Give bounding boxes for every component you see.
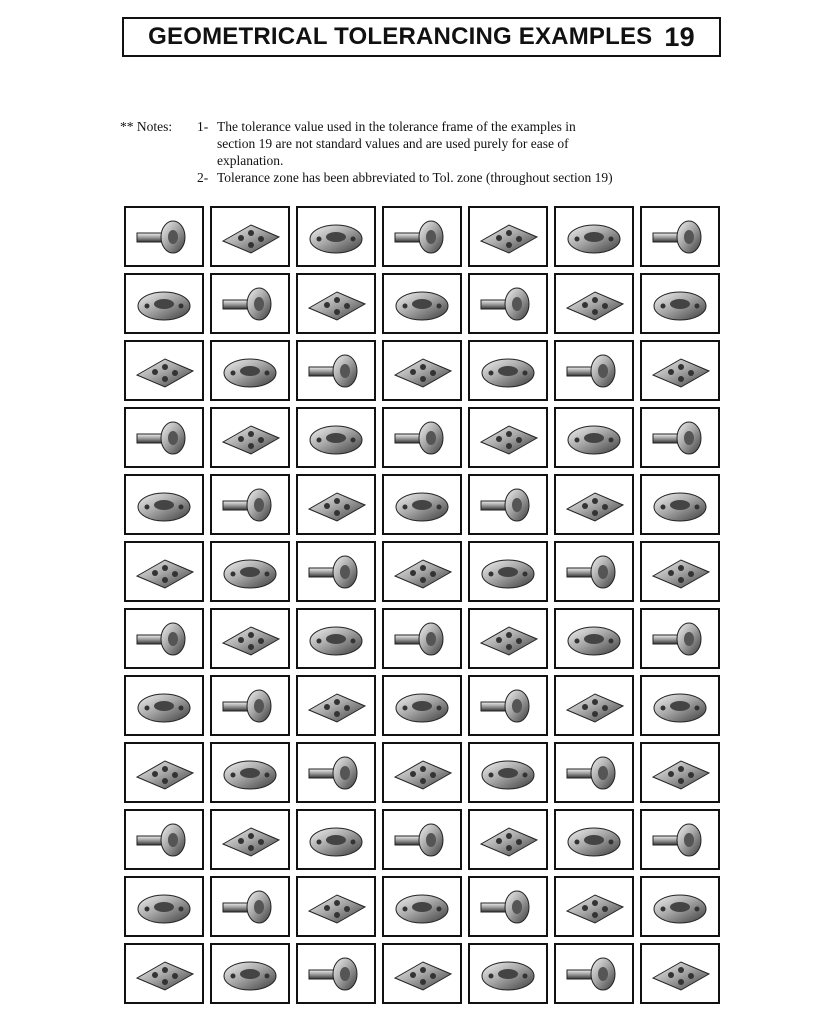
- example-thumbnail: [468, 541, 548, 602]
- example-thumbnail: [124, 876, 204, 937]
- machine-part-illustration: [129, 278, 199, 330]
- machine-part-illustration: [559, 747, 629, 799]
- machine-part-illustration: [129, 948, 199, 1000]
- machine-part-illustration: [387, 613, 457, 665]
- example-thumbnail: [210, 809, 290, 870]
- example-thumbnail: [210, 273, 290, 334]
- example-thumbnail: [640, 608, 720, 669]
- example-thumbnail: [554, 943, 634, 1004]
- example-thumbnail: [124, 742, 204, 803]
- example-thumbnail: [296, 206, 376, 267]
- machine-part-illustration: [559, 814, 629, 866]
- machine-part-illustration: [129, 680, 199, 732]
- machine-part-illustration: [645, 546, 715, 598]
- examples-thumbnail-grid: [124, 206, 724, 1004]
- machine-part-illustration: [301, 680, 371, 732]
- machine-part-illustration: [645, 479, 715, 531]
- example-thumbnail: [640, 675, 720, 736]
- example-thumbnail: [382, 675, 462, 736]
- machine-part-illustration: [559, 613, 629, 665]
- example-thumbnail: [640, 943, 720, 1004]
- note-1-line-3: explanation.: [217, 153, 284, 168]
- machine-part-illustration: [645, 345, 715, 397]
- example-thumbnail: [468, 742, 548, 803]
- machine-part-illustration: [559, 345, 629, 397]
- machine-part-illustration: [387, 546, 457, 598]
- machine-part-illustration: [559, 680, 629, 732]
- machine-part-illustration: [215, 680, 285, 732]
- notes-prefix: ** Notes:: [120, 119, 173, 134]
- machine-part-illustration: [645, 948, 715, 1000]
- machine-part-illustration: [387, 345, 457, 397]
- machine-part-illustration: [473, 479, 543, 531]
- example-thumbnail: [554, 675, 634, 736]
- machine-part-illustration: [387, 680, 457, 732]
- machine-part-illustration: [387, 211, 457, 263]
- example-thumbnail: [382, 340, 462, 401]
- machine-part-illustration: [215, 546, 285, 598]
- example-thumbnail: [468, 809, 548, 870]
- example-thumbnail: [382, 206, 462, 267]
- machine-part-illustration: [301, 278, 371, 330]
- example-thumbnail: [296, 876, 376, 937]
- example-thumbnail: [296, 675, 376, 736]
- machine-part-illustration: [473, 546, 543, 598]
- machine-part-illustration: [215, 412, 285, 464]
- note-1-line-1: The tolerance value used in the tolerance frame of the examples in: [217, 119, 576, 134]
- machine-part-illustration: [215, 345, 285, 397]
- machine-part-illustration: [215, 278, 285, 330]
- example-thumbnail: [124, 474, 204, 535]
- machine-part-illustration: [129, 613, 199, 665]
- example-thumbnail: [210, 474, 290, 535]
- example-thumbnail: [124, 407, 204, 468]
- machine-part-illustration: [559, 412, 629, 464]
- note-index-1: 1-: [197, 119, 209, 134]
- machine-part-illustration: [559, 278, 629, 330]
- example-thumbnail: [468, 675, 548, 736]
- example-thumbnail: [382, 541, 462, 602]
- example-thumbnail: [640, 340, 720, 401]
- machine-part-illustration: [645, 412, 715, 464]
- machine-part-illustration: [645, 278, 715, 330]
- machine-part-illustration: [473, 948, 543, 1000]
- machine-part-illustration: [559, 881, 629, 933]
- example-thumbnail: [382, 407, 462, 468]
- machine-part-illustration: [645, 211, 715, 263]
- example-thumbnail: [554, 340, 634, 401]
- notes-block: [120, 118, 740, 186]
- example-thumbnail: [210, 876, 290, 937]
- example-thumbnail: [296, 273, 376, 334]
- example-thumbnail: [554, 608, 634, 669]
- example-thumbnail: [468, 608, 548, 669]
- example-thumbnail: [124, 206, 204, 267]
- example-thumbnail: [124, 943, 204, 1004]
- example-thumbnail: [210, 206, 290, 267]
- machine-part-illustration: [129, 814, 199, 866]
- machine-part-illustration: [559, 479, 629, 531]
- example-thumbnail: [554, 407, 634, 468]
- example-thumbnail: [382, 876, 462, 937]
- example-thumbnail: [124, 541, 204, 602]
- example-thumbnail: [124, 675, 204, 736]
- example-thumbnail: [124, 273, 204, 334]
- example-thumbnail: [124, 340, 204, 401]
- machine-part-illustration: [129, 881, 199, 933]
- page-title-box: [122, 17, 721, 57]
- machine-part-illustration: [559, 546, 629, 598]
- machine-part-illustration: [473, 345, 543, 397]
- machine-part-illustration: [215, 613, 285, 665]
- example-thumbnail: [124, 809, 204, 870]
- machine-part-illustration: [473, 412, 543, 464]
- machine-part-illustration: [645, 747, 715, 799]
- example-thumbnail: [468, 474, 548, 535]
- example-thumbnail: [554, 541, 634, 602]
- machine-part-illustration: [301, 948, 371, 1000]
- machine-part-illustration: [645, 613, 715, 665]
- machine-part-illustration: [129, 479, 199, 531]
- machine-part-illustration: [473, 814, 543, 866]
- machine-part-illustration: [559, 211, 629, 263]
- machine-part-illustration: [301, 211, 371, 263]
- example-thumbnail: [296, 742, 376, 803]
- machine-part-illustration: [645, 881, 715, 933]
- machine-part-illustration: [473, 680, 543, 732]
- machine-part-illustration: [301, 814, 371, 866]
- example-thumbnail: [468, 407, 548, 468]
- example-thumbnail: [210, 943, 290, 1004]
- machine-part-illustration: [645, 680, 715, 732]
- example-thumbnail: [640, 407, 720, 468]
- machine-part-illustration: [215, 211, 285, 263]
- example-thumbnail: [296, 340, 376, 401]
- machine-part-illustration: [215, 948, 285, 1000]
- machine-part-illustration: [387, 278, 457, 330]
- machine-part-illustration: [129, 345, 199, 397]
- machine-part-illustration: [559, 948, 629, 1000]
- example-thumbnail: [296, 407, 376, 468]
- machine-part-illustration: [301, 747, 371, 799]
- example-thumbnail: [382, 273, 462, 334]
- machine-part-illustration: [645, 814, 715, 866]
- machine-part-illustration: [129, 546, 199, 598]
- machine-part-illustration: [473, 278, 543, 330]
- machine-part-illustration: [473, 613, 543, 665]
- example-thumbnail: [640, 474, 720, 535]
- example-thumbnail: [124, 608, 204, 669]
- example-thumbnail: [210, 541, 290, 602]
- machine-part-illustration: [473, 747, 543, 799]
- machine-part-illustration: [387, 412, 457, 464]
- example-thumbnail: [296, 608, 376, 669]
- example-thumbnail: [554, 809, 634, 870]
- example-thumbnail: [468, 876, 548, 937]
- example-thumbnail: [210, 340, 290, 401]
- example-thumbnail: [640, 541, 720, 602]
- machine-part-illustration: [387, 479, 457, 531]
- machine-part-illustration: [301, 479, 371, 531]
- machine-part-illustration: [129, 211, 199, 263]
- machine-part-illustration: [301, 345, 371, 397]
- example-thumbnail: [382, 474, 462, 535]
- machine-part-illustration: [301, 412, 371, 464]
- machine-part-illustration: [387, 814, 457, 866]
- example-thumbnail: [468, 206, 548, 267]
- example-thumbnail: [296, 809, 376, 870]
- note-2-line-1: Tolerance zone has been abbreviated to Tol. zone (throughout section 19): [217, 170, 613, 185]
- example-thumbnail: [382, 608, 462, 669]
- example-thumbnail: [640, 206, 720, 267]
- section-number: 19: [664, 21, 695, 52]
- machine-part-illustration: [301, 546, 371, 598]
- machine-part-illustration: [215, 747, 285, 799]
- example-thumbnail: [640, 273, 720, 334]
- example-thumbnail: [640, 742, 720, 803]
- example-thumbnail: [210, 407, 290, 468]
- example-thumbnail: [468, 943, 548, 1004]
- example-thumbnail: [210, 608, 290, 669]
- machine-part-illustration: [387, 881, 457, 933]
- example-thumbnail: [554, 742, 634, 803]
- example-thumbnail: [554, 876, 634, 937]
- example-thumbnail: [554, 474, 634, 535]
- machine-part-illustration: [215, 881, 285, 933]
- machine-part-illustration: [387, 747, 457, 799]
- example-thumbnail: [296, 474, 376, 535]
- example-thumbnail: [468, 340, 548, 401]
- example-thumbnail: [554, 206, 634, 267]
- machine-part-illustration: [129, 412, 199, 464]
- machine-part-illustration: [387, 948, 457, 1000]
- machine-part-illustration: [473, 211, 543, 263]
- machine-part-illustration: [301, 881, 371, 933]
- example-thumbnail: [554, 273, 634, 334]
- example-thumbnail: [640, 809, 720, 870]
- example-thumbnail: [210, 742, 290, 803]
- machine-part-illustration: [129, 747, 199, 799]
- note-1-line-2: section 19 are not standard values and are used purely for ease of: [217, 136, 569, 151]
- example-thumbnail: [296, 943, 376, 1004]
- example-thumbnail: [210, 675, 290, 736]
- example-thumbnail: [640, 876, 720, 937]
- example-thumbnail: [296, 541, 376, 602]
- example-thumbnail: [382, 809, 462, 870]
- machine-part-illustration: [215, 814, 285, 866]
- machine-part-illustration: [215, 479, 285, 531]
- note-index-2: 2-: [197, 170, 209, 185]
- page-title: GEOMETRICAL TOLERANCING EXAMPLES: [148, 23, 653, 50]
- example-thumbnail: [382, 742, 462, 803]
- example-thumbnail: [382, 943, 462, 1004]
- example-thumbnail: [468, 273, 548, 334]
- machine-part-illustration: [301, 613, 371, 665]
- machine-part-illustration: [473, 881, 543, 933]
